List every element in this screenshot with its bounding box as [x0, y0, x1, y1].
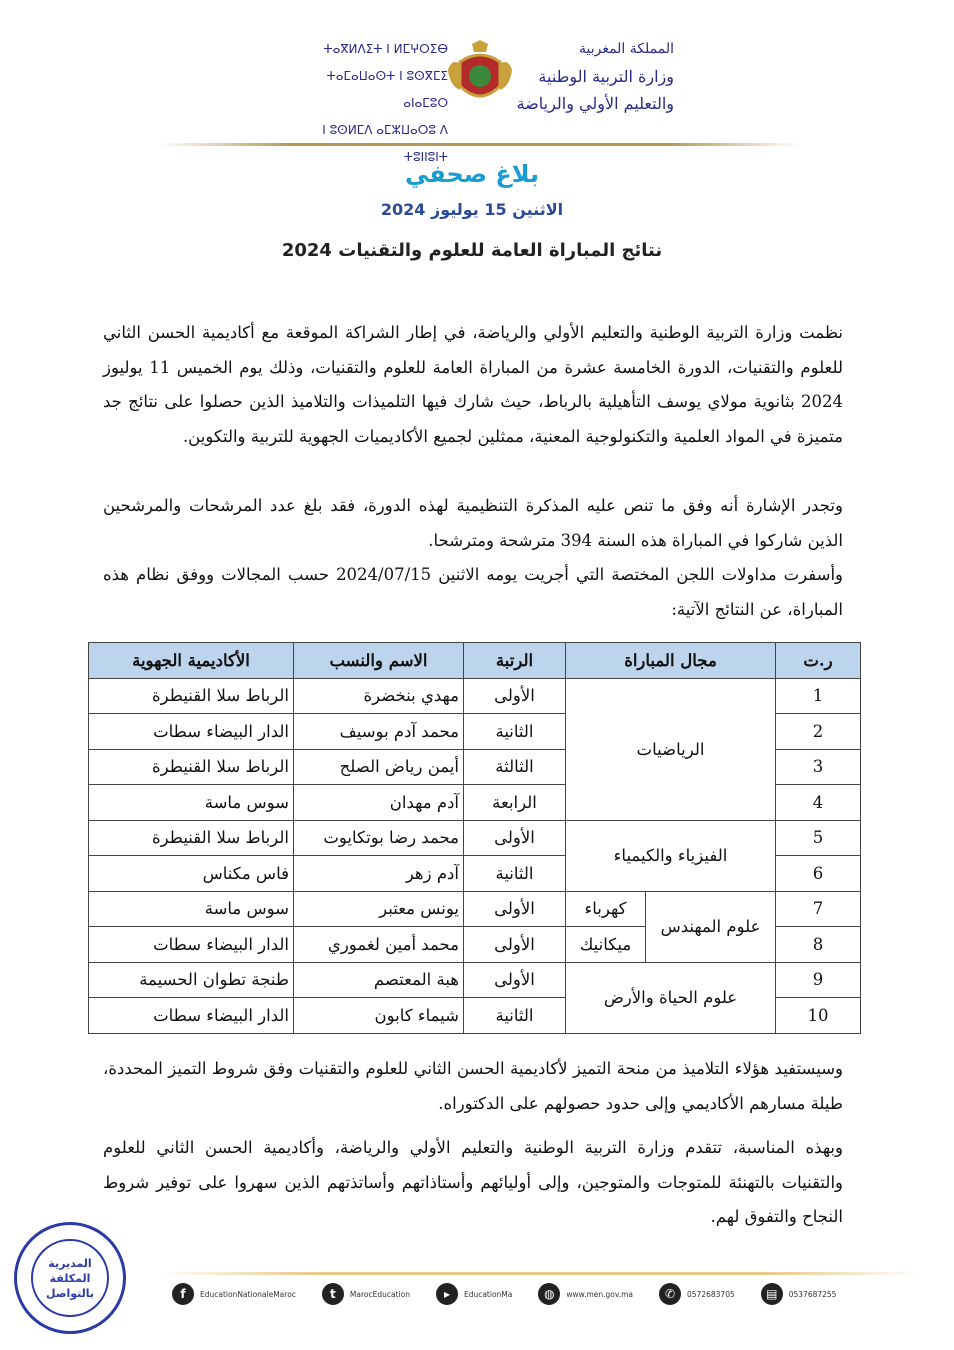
results-table: [88, 642, 861, 1034]
row-number: 3: [776, 749, 861, 785]
twitter-icon: t: [322, 1283, 344, 1305]
competition-field: علوم الحياة والأرض: [566, 962, 776, 1033]
header-line: والتعليم الأولي والرياضة: [516, 94, 674, 113]
header-divider: [160, 143, 800, 146]
table-row: [89, 820, 861, 856]
rank: الثانية: [464, 998, 566, 1034]
header-line: ⵜⴰⵎⴰⵡⴰⵙⵜ ⵏ ⵓⵙⴳⵎⵉ ⴰⵏⴰⵎⵓⵔ: [326, 69, 448, 110]
regional-academy: الدار البيضاء سطات: [89, 714, 294, 750]
column-header: الاسم والنسب: [294, 643, 464, 679]
rank: الثالثة: [464, 749, 566, 785]
facebook-icon: f: [172, 1283, 194, 1305]
footer-contact-facebook[interactable]: [172, 1283, 296, 1305]
doc-subject: نتائج المباراة العامة للعلوم والتقنيات 2024: [281, 240, 663, 261]
footer-contact-youtube[interactable]: [436, 1283, 512, 1305]
ministry-name-arabic: [517, 36, 674, 117]
regional-academy: الرباط سلا القنيطرة: [89, 749, 294, 785]
paragraph: وسيستفيد هؤلاء التلاميذ من منحة التميز لأكاديمية الحسن الثاني للعلوم والتقنيات وفق شروط التميز المحددة، طيلة مسارهم الأكاديمي وإلى حدود حصولهم على الدكتوراه.: [103, 1059, 843, 1113]
rank: الرابعة: [464, 785, 566, 821]
column-header: الأكاديمية الجهوية: [89, 643, 294, 679]
table-row: [89, 891, 861, 927]
footer-divider: [160, 1272, 920, 1275]
contact-label: 0537687255: [788, 1289, 837, 1299]
stamp-text: المديرية المكلفة بالتواصل: [46, 1256, 94, 1300]
competition-subfield: كهرباء: [566, 891, 646, 927]
regional-academy: طنجة تطوان الحسيمة: [89, 962, 294, 998]
contact-label: EducationNationaleMaroc: [200, 1289, 296, 1299]
header-line: وزارة التربية الوطنية: [538, 67, 674, 86]
competition-subfield: ميكانيك: [566, 927, 646, 963]
row-number: 4: [776, 785, 861, 821]
column-header: مجال المباراة: [566, 643, 776, 679]
paragraph: وأسفرت مداولات اللجن المختصة التي أجريت يومه الاثنين 2024/07/15 حسب المجالات ووفق نظام هذه المباراة، عن النتائج الآتية:: [103, 565, 843, 619]
rank: الأولى: [464, 891, 566, 927]
regional-academy: الرباط سلا القنيطرة: [89, 678, 294, 714]
rank: الثانية: [464, 714, 566, 750]
student-name: هبة المعتصم: [294, 962, 464, 998]
row-number: 7: [776, 891, 861, 927]
rank: الثانية: [464, 856, 566, 892]
regional-academy: سوس ماسة: [89, 785, 294, 821]
doc-date: الاثنين 15 يوليوز 2024: [380, 200, 564, 219]
student-name: يونس معتبر: [294, 891, 464, 927]
footer-contacts: [172, 1283, 862, 1305]
contact-label: www.men.gov.ma: [566, 1289, 634, 1299]
paragraph: نظمت وزارة التربية الوطنية والتعليم الأولي والرياضة، في إطار الشراكة الموقعة مع أكاديمية الحسن الثاني للعلوم والتقنيات، الدورة الخامسة عشرة من المباراة العامة للعلوم والتقنيات، وذلك يوم الخميس 11 يوليوز 2024 بثانوية مولاي يوسف التأهيلية بالرباط، حيث شارك فيها التلميذات والتلاميذ الذين حصلوا على نتائج جد متميزة في المواد العلمية والتكنولوجية المعنية، ممثلين لجميع الأكاديميات الجهوية للتربية والتكوين.: [103, 323, 844, 446]
row-number: 5: [776, 820, 861, 856]
moroccan-coat-of-arms-logo: [444, 40, 516, 110]
official-stamp: [14, 1222, 126, 1334]
row-number: 8: [776, 927, 861, 963]
column-header: ر.ت: [776, 643, 861, 679]
regional-academy: الدار البيضاء سطات: [89, 998, 294, 1034]
competition-field: الرياضيات: [566, 678, 776, 820]
header-line: المملكة المغربية: [578, 41, 674, 57]
rank: الأولى: [464, 962, 566, 998]
student-name: آدم مهدان: [294, 785, 464, 821]
row-number: 1: [776, 678, 861, 714]
regional-academy: الرباط سلا القنيطرة: [89, 820, 294, 856]
student-name: محمد رضا بوتكايوت: [294, 820, 464, 856]
row-number: 2: [776, 714, 861, 750]
doc-title: بلاغ صحفي: [404, 160, 540, 188]
header-line: ⵜⴰⴳⵍⴷⵉⵜ ⵏ ⵍⵎⵖⵔⵉⴱ: [323, 42, 448, 56]
regional-academy: الدار البيضاء سطات: [89, 927, 294, 963]
competition-field: علوم المهندس: [646, 891, 776, 962]
ministry-name-tifinagh: [288, 36, 448, 171]
row-number: 6: [776, 856, 861, 892]
student-name: مهدي بنخضرة: [294, 678, 464, 714]
paragraph: وتجدر الإشارة أنه وفق ما تنص عليه المذكرة التنظيمية لهذه الدورة، فقد بلغ عدد المرشحات والمرشحين الذين شاركوا في المباراة هذه السنة 394 مترشحة ومترشحا.: [103, 496, 843, 550]
competition-field: الفيزياء والكيمياء: [566, 820, 776, 891]
student-name: أيمن رياض الصلح: [294, 749, 464, 785]
header-line: ⵏ ⵓⵙⵍⵎⴷ ⴰⵎⵣⵡⴰⵔⵓ ⴷ ⵜⵓⵏⵏⵓⵏⵜ: [322, 123, 448, 164]
footer-contact-fax[interactable]: [761, 1283, 837, 1305]
row-number: 9: [776, 962, 861, 998]
contact-label: EducationMa: [463, 1289, 513, 1299]
globe-icon: ◍: [538, 1283, 560, 1305]
regional-academy: سوس ماسة: [89, 891, 294, 927]
paragraph: وبهذه المناسبة، تتقدم وزارة التربية الوطنية والتعليم الأولي والرياضة، وأكاديمية الحسن الثاني للعلوم والتقنيات بالتهنئة للمتوجات والمتوجين، وإلى أوليائهم وأستاذاتهم وأساتذتهم الذين سهروا على توفير شروط النجاح والتفوق لهم.: [103, 1138, 843, 1226]
student-name: آدم زهر: [294, 856, 464, 892]
column-header: الرتبة: [464, 643, 566, 679]
footer-contact-globe[interactable]: [538, 1283, 633, 1305]
contact-label: MarocEducation: [349, 1289, 410, 1299]
table-row: [89, 678, 861, 714]
rank: الأولى: [464, 820, 566, 856]
row-number: 10: [776, 998, 861, 1034]
student-name: شيماء كابون: [294, 998, 464, 1034]
contact-label: 0572683705: [687, 1289, 735, 1299]
footer-contact-phone[interactable]: [659, 1283, 735, 1305]
regional-academy: فاس مكناس: [89, 856, 294, 892]
table-row: [89, 962, 861, 998]
footer-contact-twitter[interactable]: [322, 1283, 410, 1305]
rank: الأولى: [464, 678, 566, 714]
student-name: محمد آدم بوسيف: [294, 714, 464, 750]
student-name: محمد أمين لغموري: [294, 927, 464, 963]
rank: الأولى: [464, 927, 566, 963]
fax-icon: ▤: [761, 1283, 783, 1305]
phone-icon: ✆: [659, 1283, 681, 1305]
youtube-icon: ▸: [436, 1283, 458, 1305]
